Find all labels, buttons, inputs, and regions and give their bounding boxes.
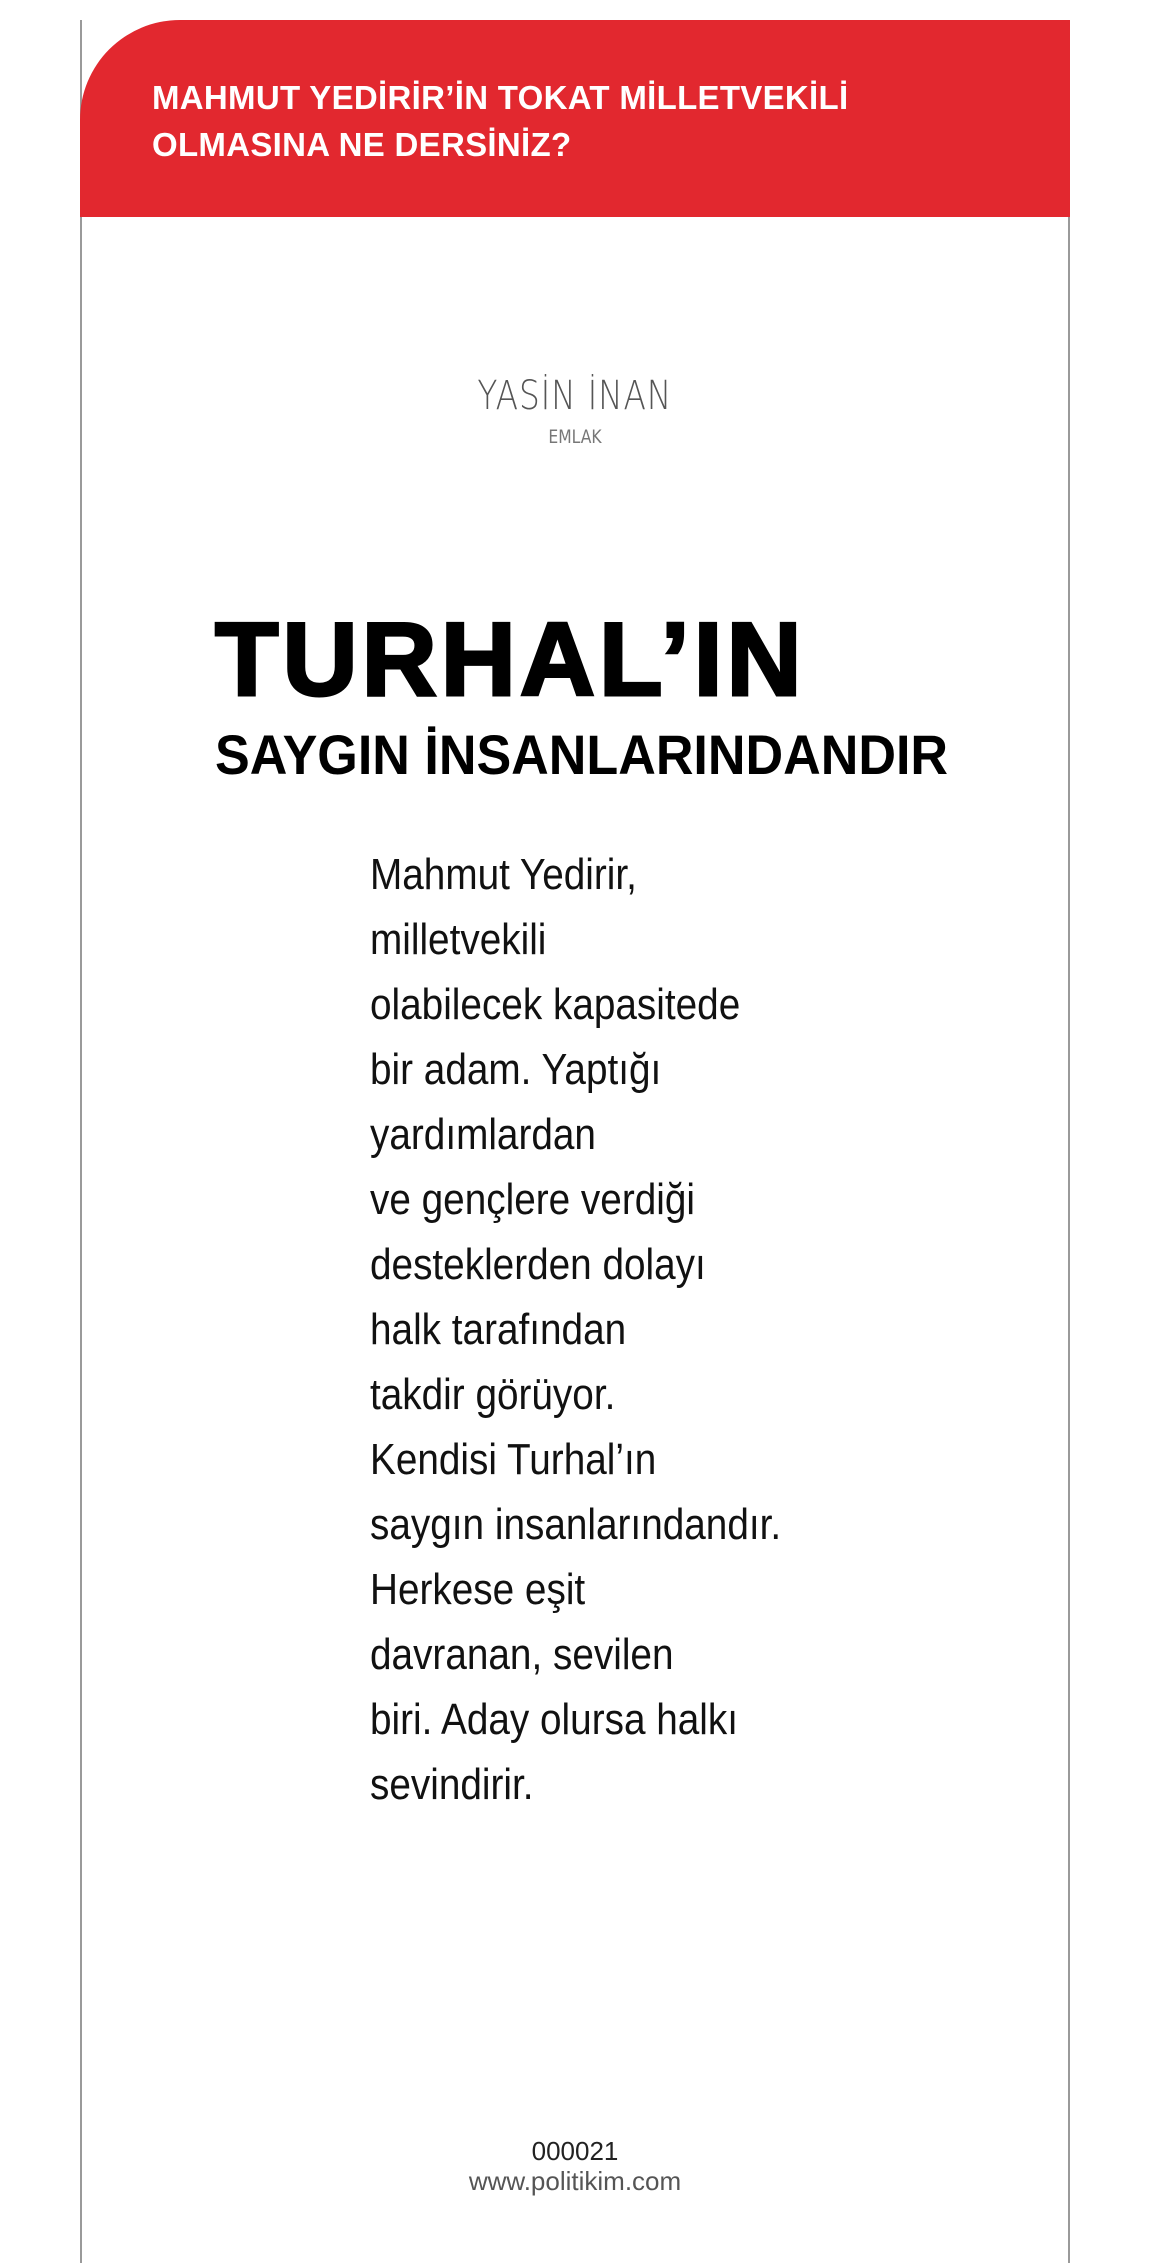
footer <box>0 2136 1150 2196</box>
body-line: davranan, sevilen <box>370 1630 674 1679</box>
author-block <box>0 368 1150 448</box>
headline-sub: SAYGIN İNSANLARINDANDIR <box>215 723 949 786</box>
author-name: YASİN İNAN <box>477 373 673 419</box>
body-line: saygın insanlarındandır. <box>370 1500 782 1549</box>
body-line: takdir görüyor. <box>370 1370 616 1419</box>
body-line: desteklerden dolayı <box>370 1240 706 1289</box>
question-banner <box>80 20 1070 217</box>
body-line: milletvekili <box>370 915 547 964</box>
body-text <box>370 842 930 1817</box>
body-line: Kendisi Turhal’ın <box>370 1435 657 1484</box>
body-line: Mahmut Yedirir, <box>370 850 637 899</box>
headline-block <box>215 602 1015 788</box>
author-role: EMLAK <box>548 426 602 448</box>
website-link[interactable]: www.politikim.com <box>468 2166 682 2196</box>
body-line: ve gençlere verdiği <box>370 1175 696 1224</box>
body-line: sevindirir. <box>370 1760 534 1809</box>
page-code: 000021 <box>531 2136 619 2166</box>
body-line: olabilecek kapasitede <box>370 980 741 1029</box>
banner-title: MAHMUT YEDİRİR’İN TOKAT MİLLETVEKİLİ OLMASINA NE DERSİNİZ? <box>152 79 849 163</box>
body-line: biri. Aday olursa halkı <box>370 1695 739 1744</box>
body-line: bir adam. Yaptığı <box>370 1045 662 1094</box>
body-line: yardımlardan <box>370 1110 596 1159</box>
body-line: Herkese eşit <box>370 1565 586 1614</box>
headline-main: TURHAL’IN <box>215 602 806 718</box>
body-line: halk tarafından <box>370 1305 627 1354</box>
